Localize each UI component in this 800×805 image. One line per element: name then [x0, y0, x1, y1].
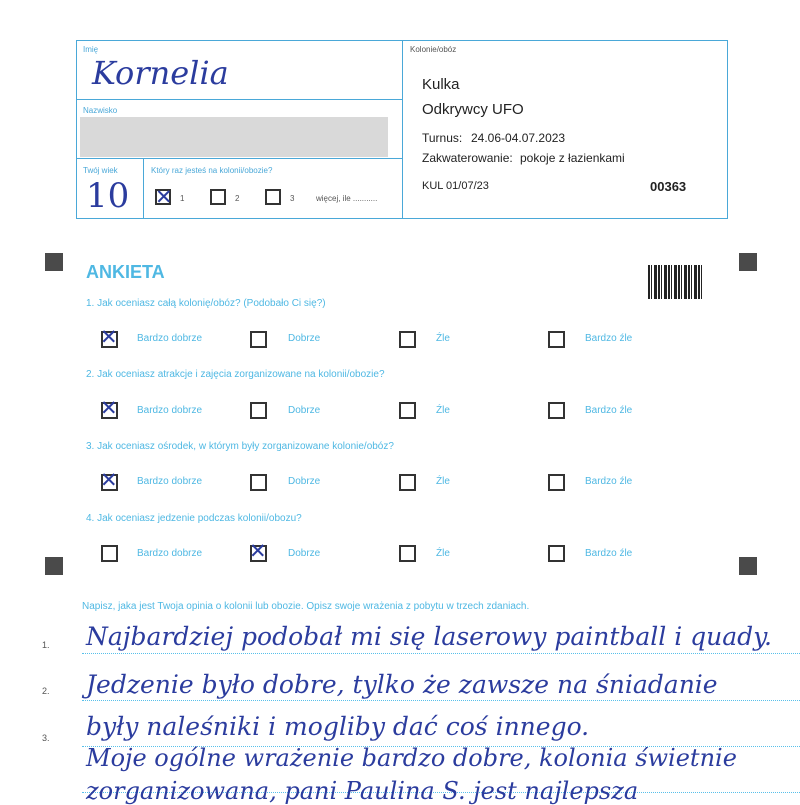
imie-label: Imię: [83, 45, 99, 54]
q3-option-dobrze: Dobrze: [288, 476, 321, 487]
q4-checkbox-bardzo-zle[interactable]: [548, 545, 565, 562]
check-mark-icon: ✕: [100, 396, 118, 420]
times-option-2: 2: [235, 194, 240, 203]
header-divider-vertical: [402, 40, 403, 219]
ktory-raz-label: Który raz jesteś na kolonii/obozie?: [151, 166, 273, 175]
registration-mark-br: [739, 557, 757, 575]
registration-mark-tl: [45, 253, 63, 271]
form-number: 00363: [650, 179, 687, 194]
times-checkbox-3[interactable]: [265, 189, 281, 205]
q2-checkbox-bardzo-dobrze[interactable]: [100, 396, 118, 420]
q3-checkbox-bardzo-zle[interactable]: [548, 474, 565, 491]
opinion-line-1[interactable]: Najbardziej podobał mi się laserowy paintball i quady.: [86, 622, 772, 651]
question-4: 4. Jak oceniasz jedzenie podczas kolonii/obozu?: [86, 513, 302, 524]
turnus-value: 24.06-04.07.2023: [471, 131, 566, 145]
q2-option-bardzo-dobrze: Bardzo dobrze: [137, 405, 203, 416]
camp-name: Kulka: [422, 76, 460, 93]
camp-code: KUL 01/07/23: [422, 180, 489, 192]
question-1: 1. Jak oceniasz całą kolonię/obóz? (Podobało Ci się?): [86, 298, 326, 309]
barcode: [648, 265, 702, 299]
kolonie-label: Kolonie/obóz: [410, 45, 457, 54]
wiek-value[interactable]: 10: [86, 176, 130, 216]
zakwaterowanie-label: Zakwaterowanie:: [422, 151, 513, 165]
line-number-1: 1.: [42, 640, 50, 650]
q2-option-zle: Źle: [436, 405, 450, 416]
times-checkbox-1[interactable]: [155, 185, 173, 209]
q4-checkbox-zle[interactable]: [399, 545, 416, 562]
q1-option-bardzo-dobrze: Bardzo dobrze: [137, 333, 203, 344]
q2-checkbox-zle[interactable]: [399, 402, 416, 419]
q1-option-bardzo-zle: Bardzo źle: [585, 333, 633, 344]
question-2: 2. Jak oceniasz atrakcje i zajęcia zorganizowane na kolonii/obozie?: [86, 369, 385, 380]
wiek-label: Twój wiek: [83, 166, 118, 175]
q4-checkbox-bardzo-dobrze[interactable]: [101, 545, 118, 562]
q3-checkbox-dobrze[interactable]: [250, 474, 267, 491]
nazwisko-redacted: [80, 117, 388, 157]
check-mark-icon: ✕: [155, 185, 173, 209]
header-divider-h2: [76, 158, 403, 159]
line-number-2: 2.: [42, 686, 50, 696]
q2-checkbox-bardzo-zle[interactable]: [548, 402, 565, 419]
q4-option-zle: Źle: [436, 548, 450, 559]
imie-value[interactable]: Kornelia: [92, 54, 229, 92]
q3-checkbox-zle[interactable]: [399, 474, 416, 491]
q1-checkbox-zle[interactable]: [399, 331, 416, 348]
header-divider-h1: [76, 99, 403, 100]
opinion-line-5[interactable]: zorganizowana, pani Paulina S. jest najlepsza: [86, 777, 639, 805]
q4-option-bardzo-zle: Bardzo źle: [585, 548, 633, 559]
survey-title: ANKIETA: [86, 262, 165, 282]
times-option-1: 1: [180, 194, 185, 203]
turnus-label: Turnus:: [422, 131, 463, 145]
q3-option-bardzo-dobrze: Bardzo dobrze: [137, 476, 203, 487]
writing-line-2: [82, 700, 800, 701]
q1-checkbox-bardzo-zle[interactable]: [548, 331, 565, 348]
nazwisko-label: Nazwisko: [83, 106, 118, 115]
times-checkbox-2[interactable]: [210, 189, 226, 205]
q2-checkbox-dobrze[interactable]: [250, 402, 267, 419]
q4-checkbox-dobrze[interactable]: [249, 539, 267, 563]
line-number-3: 3.: [42, 733, 50, 743]
q4-option-bardzo-dobrze: Bardzo dobrze: [137, 548, 203, 559]
q1-checkbox-bardzo-dobrze[interactable]: [100, 325, 118, 349]
q2-option-dobrze: Dobrze: [288, 405, 321, 416]
camp-theme: Odkrywcy UFO: [422, 101, 524, 118]
q4-option-dobrze: Dobrze: [288, 548, 321, 559]
q1-option-dobrze: Dobrze: [288, 333, 321, 344]
check-mark-icon: ✕: [249, 539, 267, 563]
times-option-3: 3: [290, 194, 295, 203]
wiecej-label: więcej, ile ...........: [316, 194, 378, 203]
q3-checkbox-bardzo-dobrze[interactable]: [100, 468, 118, 492]
registration-mark-tr: [739, 253, 757, 271]
writing-line-1: [82, 653, 800, 654]
opinion-line-4[interactable]: Moje ogólne wrażenie bardzo dobre, kolonia świetnie: [86, 744, 737, 772]
opinion-line-3[interactable]: były naleśniki i mogliby dać coś innego.: [86, 712, 590, 741]
q1-checkbox-dobrze[interactable]: [250, 331, 267, 348]
check-mark-icon: ✕: [100, 325, 118, 349]
zakwaterowanie-value: pokoje z łazienkami: [520, 151, 625, 165]
q3-option-zle: Źle: [436, 476, 450, 487]
opinion-line-2[interactable]: Jedzenie było dobre, tylko że zawsze na śniadanie: [86, 670, 718, 699]
q2-option-bardzo-zle: Bardzo źle: [585, 405, 633, 416]
question-3: 3. Jak oceniasz ośrodek, w którym były zorganizowane kolonie/obóz?: [86, 441, 394, 452]
header-divider-v2: [143, 158, 144, 219]
check-mark-icon: ✕: [100, 468, 118, 492]
registration-mark-bl: [45, 557, 63, 575]
opinion-prompt: Napisz, jaka jest Twoja opinia o kolonii lub obozie. Opisz swoje wrażenia z pobytu w trzech zdaniach.: [82, 601, 530, 612]
q3-option-bardzo-zle: Bardzo źle: [585, 476, 633, 487]
q1-option-zle: Źle: [436, 333, 450, 344]
